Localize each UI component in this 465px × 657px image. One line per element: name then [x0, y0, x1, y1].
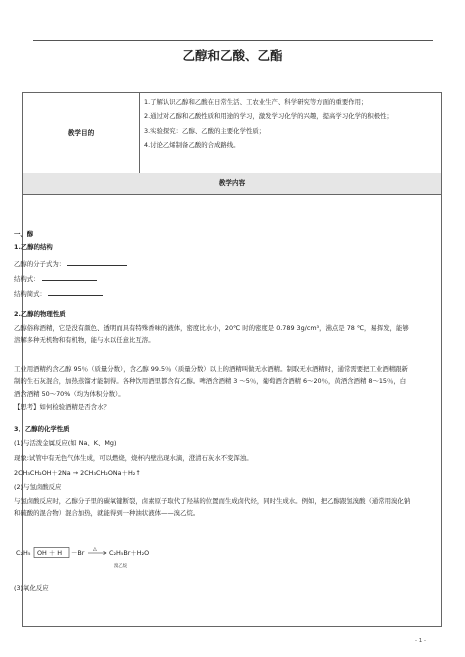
header-rule — [33, 40, 433, 41]
goal-item: 2.通过对乙醇和乙酸性质和用途的学习，激发学习化学的兴趣，提高学习化学的积极性； — [144, 112, 393, 121]
goal-item: 3.实验探究：乙醇、乙酸的主要化学性质； — [144, 126, 266, 135]
answer-blank — [67, 259, 127, 266]
field-label: 结构简式： — [14, 290, 46, 298]
bromoethane-equation — [14, 545, 214, 571]
goal-list — [144, 97, 438, 154]
eq-reactant: C₂H₅ — [16, 549, 31, 557]
eq-boxed-groups: OH ＋ H — [37, 549, 63, 557]
goals-row — [23, 93, 441, 174]
goal-item: 1.了解认识乙醇和乙酸在日常生活、工农业生产、科学研究等方面的重要作用； — [144, 98, 368, 106]
reaction-heading: (2)与氢卤酸反应 — [14, 483, 62, 491]
field-label: 乙醇的分子式为： — [14, 260, 66, 268]
think-question: 【思考】如何检验酒精是否含水？ — [14, 403, 110, 411]
eq-product-name: 溴乙烷 — [114, 564, 128, 569]
section-heading: 一、醇 — [14, 230, 34, 238]
formula-field — [14, 259, 127, 268]
subsection-heading: 1.乙醇的结构 — [14, 243, 53, 251]
eq-bromine: －Br — [71, 549, 85, 557]
equation: 2CH₃CH₂OH＋2Na → 2CH₃CH₂ONa＋H₂↑ — [14, 469, 141, 477]
page-number: - 1 - — [415, 638, 426, 644]
answer-blank — [48, 289, 103, 296]
observation: 现象:试管中有无色气体生成，可以燃烧，烧杯内壁出现水滴，澄清石灰水不变浑浊。 — [14, 454, 253, 462]
reaction-heading: (1)与活泼金属反应(如 Na、K、Mg) — [14, 439, 117, 447]
paragraph: 乙醇俗称酒精，它是没有颜色、透明而具有特殊香味的液体，密度比水小，20℃ 时的密度是 0.789 3g/cm³，沸点是 78 ℃，易挥发，能够溶解多种无机物和有机物，能与水以任意比互溶。 — [14, 324, 409, 345]
formula-field — [14, 289, 103, 298]
eq-products: C₂H₅Br＋H₂O — [109, 549, 150, 557]
subsection-heading: 2.乙醇的物理性质 — [14, 310, 66, 318]
content-header: 教学内容 — [23, 173, 441, 195]
paragraph: 工业用酒精约含乙醇 95％（质量分数），含乙醇 99.5％（质量分数）以上的酒精叫做无水酒精。制取无水酒精时，通常需要把工业酒精跟新制的生石灰混合，加热蒸馏才能制得。各种饮用酒里都含有乙醇。啤酒含酒精 3 ～5％，葡萄酒含酒精 6～20％，黄酒含酒精 8～15％，白酒含酒精 50～70%（均为体积分数）。 — [14, 365, 408, 398]
subsection-heading: 3．乙醇的化学性质 — [14, 425, 70, 433]
reaction-heading: (3)氧化反应 — [14, 584, 49, 592]
page-title: 乙醇和乙酸、乙酯 — [182, 48, 283, 63]
paragraph: 与氢卤酸反应时，乙醇分子里的碳氧键断裂，卤素原子取代了羟基的位置而生成卤代烃，同时生成水。例如，把乙醇跟氢溴酸（通常用溴化钠和硫酸的混合物）混合加热，就能得到一种油状液体——溴乙烷。 — [14, 497, 411, 518]
answer-blank — [42, 274, 97, 281]
eq-heat: △ — [93, 546, 97, 553]
formula-field — [14, 274, 97, 283]
goal-item: 4.讨论乙烯制备乙酸的合成路线。 — [144, 140, 240, 149]
goal-label: 教学目的 — [23, 93, 140, 173]
field-label: 结构式： — [14, 275, 40, 283]
